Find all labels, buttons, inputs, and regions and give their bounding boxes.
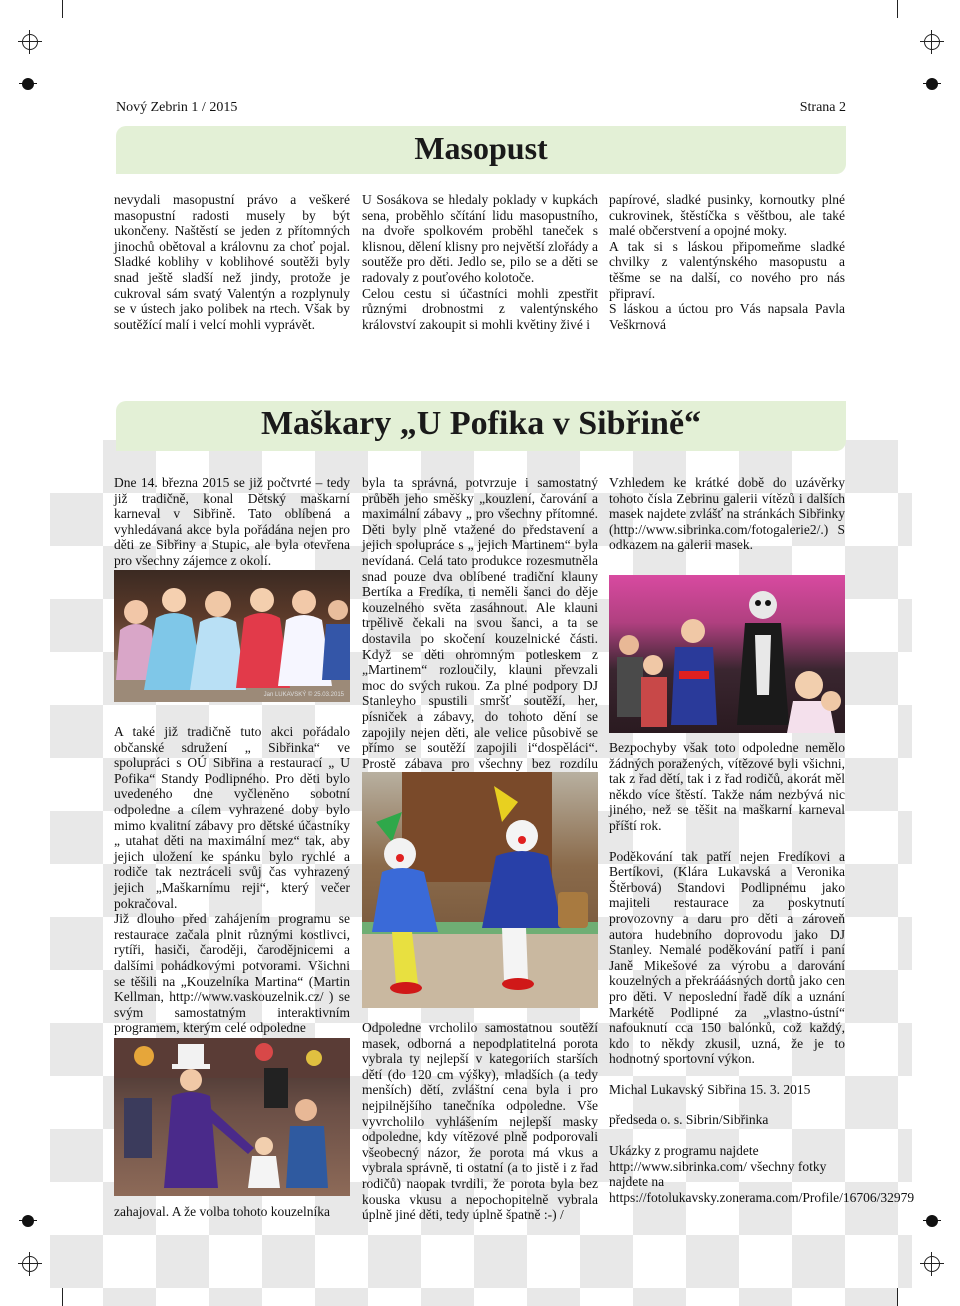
crop-dot-icon	[22, 78, 34, 90]
article-banner	[116, 126, 846, 174]
paragraph: zahajoval. A že volba tohoto kouzelníka	[114, 1204, 330, 1219]
crop-line	[62, 0, 63, 18]
article-column	[114, 192, 350, 332]
registration-mark-icon	[922, 1254, 942, 1274]
author-role: předseda o. s. Sibrin/Sibřinka	[609, 1112, 769, 1128]
registration-mark-icon	[20, 32, 40, 52]
article-column	[362, 192, 598, 332]
photo-clowns-illustration	[362, 772, 598, 1008]
article-column	[362, 1020, 598, 1223]
paragraph: Celou cestu si účastníci mohli zpestřit různými drobnostmi z valentýnského království zakoupit si mohli květiny živé i	[362, 285, 598, 332]
photo-costumes-illustration	[609, 575, 845, 733]
paragraph: Vzhledem ke krátké době do uzávěrky tohoto čísla Zebrinu galerii vítězů i dalších masek najdete zvlášť na stránkách Sibřinky (http://www.sibrinka.com/fotogalerie2/.) S odkazem na galerii masek.	[609, 475, 845, 553]
author-signature: Michal Lukavský Sibřina 15. 3. 2015	[609, 1081, 811, 1097]
article-title: Masopust	[414, 130, 548, 166]
article-column	[114, 475, 350, 569]
article-column	[114, 724, 350, 1036]
paragraph: U Sosákova se hledaly poklady v kupkách sena, proběhlo sčítání lidu masopustního, na dvoře spolkovém proběhl taneček s klisnou, dělení klisny pro největší zlořády a soutěže pro děti. Jedlo se, pilo se a děti se radovaly z pouťového kolotoče.	[362, 192, 598, 285]
paragraph: Již dlouho před zahájením programu se restaurace začala plnit různými kostlivci, rytíři, hasiči, čaroději, čarodějnicemi a dalšími pohádkovými potvorami. Všichni se těšili na „Kouzelníka Martina“ (Martin Kellman, http://www.vaskouzelnik.cz/ ) se svým samostatným interaktivním programem, kterým celé odpoledne	[114, 911, 350, 1036]
page-number: Strana 2	[799, 100, 846, 115]
crop-line	[897, 0, 898, 18]
gallery-links[interactable]: Ukázky z programu najdete http://www.sibrinka.com/ všechny fotky najdete na https://fotolukavsky.zonerama.com/Profile/16706/32979	[609, 1143, 915, 1205]
paragraph: nevydali masopustní právo a veškeré masopustní radosti musely by být ukončeny. Naštěstí se jeden z přítomných jinochů obětoval a královnu za choť pojal. Sladké koblihy v koblihové soutěži byly snad ještě sladší než jindy, protože je cukroval sám svatý Valentýn a rozplynuly se v ústech jako polibek na rtech. Však by soutěžící malí i velcí mohli vyprávět.	[114, 192, 350, 332]
article-banner	[116, 401, 846, 451]
paragraph: Dne 14. března 2015 se již počtvrté – tedy již tradičně, konal Dětský maškarní karneval v Sibřině. Tato oblíbená a vyhledávaná akce byla pořádána nejen pro děti ze Sibřiny a Stupic, ale byla otevřena pro všechny zájemce z okolí.	[114, 475, 350, 568]
photo-children-audience	[114, 570, 350, 702]
article-column	[609, 740, 915, 1205]
paragraph: Odpoledne vrcholilo samostatnou soutěží masek, odborná a nepodplatitelná porota vybrala ty nejlepší v kategoriích starších dětí (do 120 cm výšky), mladších (a tedy menších) dětí, zvláštní cena byla i pro nejpilnějšího tanečníka odpoledne. Vše vyvrcholilo vyhlášením nejlepší masky odpoledne, kdy vítězové plně podporovali všeobecný názor, že porota má vkus a vybrala správně, ti ostatní (a to jistě i z řad rodičů) naopak tvrdili, že porota byla bez kouska vkusu a nepochopitelně vybrala úplně jiné děti, tedy úplně špatně :-) /	[362, 1020, 598, 1223]
crop-line	[897, 1288, 898, 1306]
paragraph: papírové, sladké pusinky, kornoutky plné cukrovinek, štěstíčka s věštbou, ale také malé občerstvení a opojné moky.	[609, 192, 845, 239]
paragraph: byla ta správná, potvrzuje i samostatný průběh jeho směšky „kouzlení, čarování a maximální zábavy „ pro všechny přítomné. Děti byly plně vtažené do představení a jejich spolupráce s „ jejich Martinem“ byla nevídaná. Celá tato produkce rozesmutněla snad pouze dva oblíbené tradiční klauny Bertíka a Fredíka, ti neměli šanci do děje kouzelného světa zasáhnout. Ale klauni trpělivě čekali na svou šanci, a ta se dostavila po skočení kouzelnické části. Když se děti ohromným potleskem z „Martinem“ rozloučily, klauni převzali moc do svých rukou. Za plné podpory DJ Stanleyho spustili smršť soutěží, her, písniček a zábavy, do tohoto dění se zapojily nejen děti, ale velice působivě se přímo se soutěží zapojili i“dospěláci“. Prostě zábava pro všechny bez rozdílu	[362, 475, 598, 771]
photo-children-illustration	[114, 570, 350, 702]
article-column	[362, 475, 598, 787]
paragraph: A tak si s láskou připomeňme sladké chvilky z valentýnského masopustu a těšme se na další, co nového pro nás připraví.	[609, 238, 845, 301]
article-column	[609, 192, 845, 332]
photo-credit: Jan LUKAVSKÝ © 25.03.2015	[263, 692, 344, 698]
paragraph: Poděkování tak patří nejen Fredíkovi a Bertíkovi, (Klára Lukavská a Veronika Štěrbová) Standovi Podlipnému jako majiteli restaurace za poskytnutí provozovny a daru pro děti a zároveň autora hudebního doprovodu jako DJ Stanley. Nemalé poděkování patří i paní Janě Mikešové za výrobu a darování kouzelných a překrááásných dortů jako cen pro děti. V neposlední řadě dík a uznání Markétě Podlipné za „vlastno-ústní“ nafouknutí cca 150 balónků, což každý, kdo to někdy zkusil, uzná, že je to hodnotný sportovní výkon.	[609, 848, 845, 1067]
crop-dot-icon	[22, 1215, 34, 1227]
crop-dot-icon	[926, 78, 938, 90]
crop-dot-icon	[926, 1215, 938, 1227]
publication-name: Nový Zebrin 1 / 2015	[116, 100, 238, 115]
paragraph: S láskou a úctou pro Vás napsala Pavla Veškrnová	[609, 301, 845, 332]
paragraph: Bezpochyby však toto odpoledne nemělo žádných poražených, vítězové byli všichni, tak z řad dětí, tak i z řad rodičů, akorát měl někdo více štěstí. Takže nám nezbývá nic jiného, než se těšit na maškarní karneval příští rok.	[609, 740, 845, 833]
crop-line	[62, 1288, 63, 1306]
photo-clowns	[362, 772, 598, 1008]
photo-magician-illustration	[114, 1038, 350, 1196]
paragraph: A také již tradičně tuto akci pořádalo občanské sdružení „ Sibřinka“ ve spolupráci s OÚ Sibřina a restaurací „ U Pofika“ Standy Podlipného. Pro děti bylo uvedeného dne vyčleněno sobotní odpoledne a cílem vyhrazené doby bylo mimo kvalitní zábavy pro dětské účastníky „ utahat děti na maximální mez“ tak, aby jejich uložení ke spánku bylo rychlé a rodiče tak neztráceli svůj čas vyhrazený jejich „Maškarnímu reji“, který večer pokračoval.	[114, 724, 350, 911]
photo-magician-show	[114, 1038, 350, 1196]
article-column	[609, 475, 845, 553]
article-title: Maškary „U Pofika v Sibřině“	[260, 405, 702, 442]
registration-mark-icon	[20, 1254, 40, 1274]
photo-costumed-kids	[609, 575, 845, 733]
registration-mark-icon	[922, 32, 942, 52]
